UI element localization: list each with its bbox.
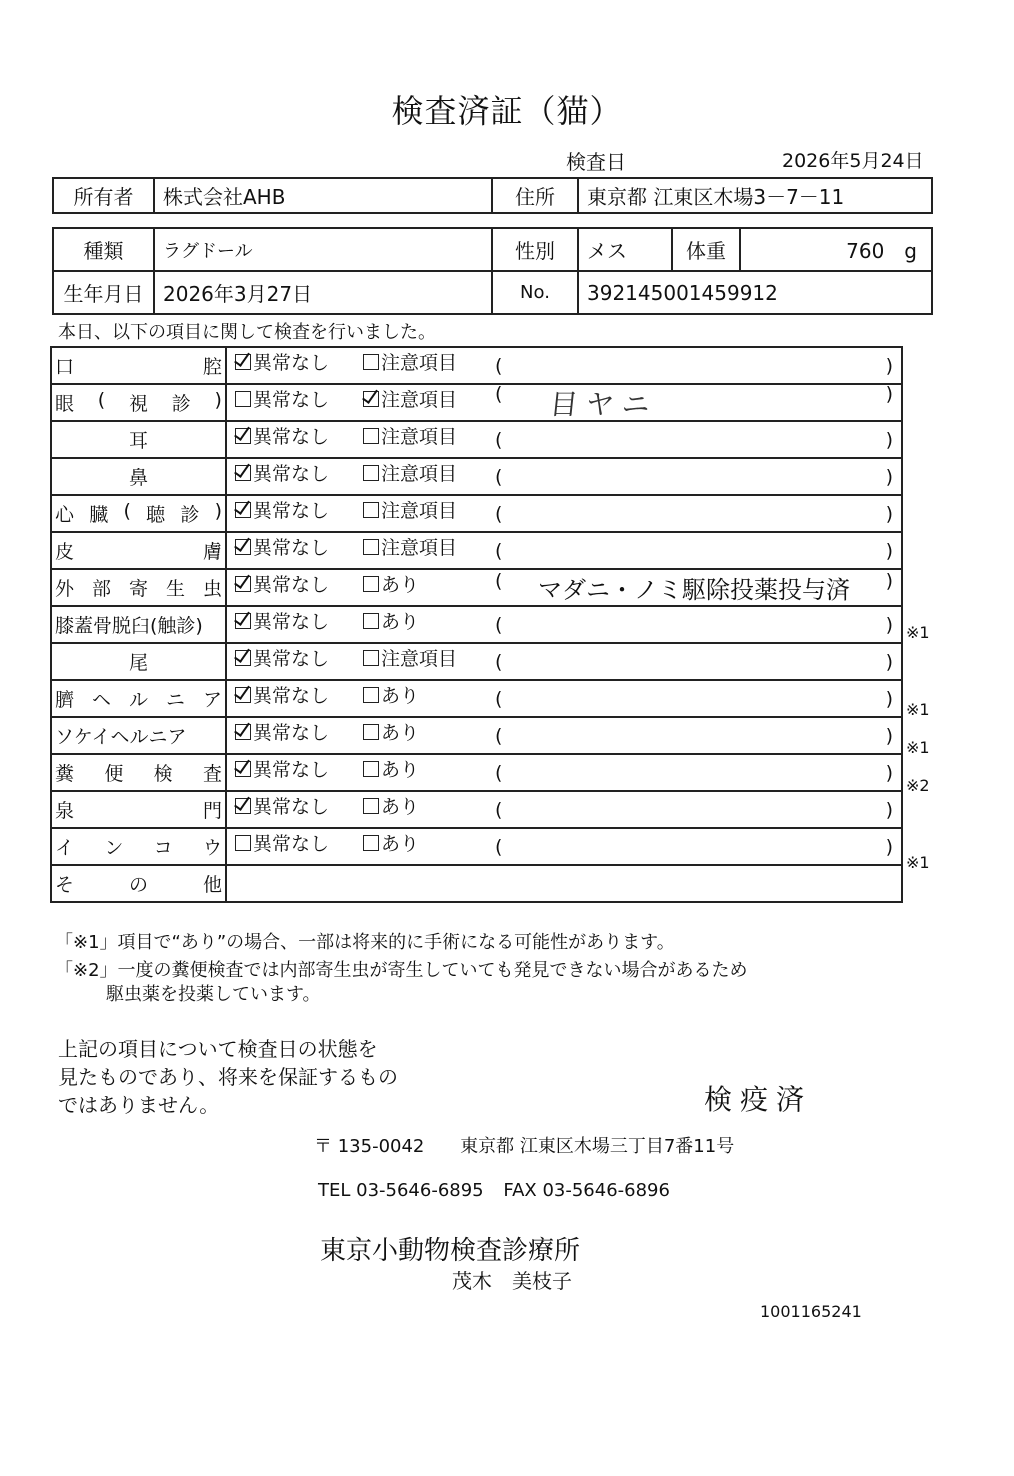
item-name — [51, 643, 226, 680]
remark-field — [495, 725, 901, 747]
option-attention[interactable] — [363, 459, 495, 494]
option-attention[interactable] — [363, 607, 495, 642]
paren-open: ( — [495, 798, 503, 821]
paren-close: ) — [885, 724, 893, 747]
option-label: 異常なし — [253, 685, 330, 707]
options-and-remark — [226, 717, 902, 754]
certificate-title: 検査済証（猫） — [391, 92, 623, 130]
remark-field — [495, 429, 901, 451]
intro-text: 本日、以下の項目に関して検査を行いました。 — [58, 322, 436, 343]
option-normal[interactable] — [227, 607, 363, 642]
item-name-part: 鼻 — [128, 467, 148, 489]
paren-open: ( — [495, 724, 503, 747]
option-normal[interactable] — [227, 533, 363, 568]
checkbox-icon[interactable] — [235, 391, 251, 407]
disclaimer — [58, 1035, 438, 1119]
paren-close: ) — [885, 835, 893, 858]
checkbox-icon[interactable] — [363, 502, 379, 518]
item-name-part: 膝蓋骨脱臼(触診) — [55, 615, 203, 637]
checkbox-icon[interactable] — [363, 650, 379, 666]
option-attention[interactable] — [363, 718, 495, 753]
paren-open: ( — [495, 687, 503, 710]
option-label: 異常なし — [253, 352, 330, 374]
option-label: あり — [381, 796, 420, 818]
item-name-part: 虫 — [202, 578, 222, 600]
option-label: 注意項目 — [381, 426, 458, 448]
item-name-part: 臍 — [55, 689, 75, 711]
item-name — [51, 717, 226, 754]
options-and-remark — [226, 606, 902, 643]
paren-close: ) — [885, 650, 893, 673]
checked-box-icon[interactable] — [235, 539, 251, 555]
option-label: あり — [381, 611, 420, 633]
footnote-marker: ※1 — [906, 738, 930, 757]
owner-value: 株式会社AHB — [154, 178, 492, 213]
owner-table — [52, 177, 933, 214]
item-name-part: ) — [214, 389, 222, 411]
option-attention[interactable] — [363, 533, 495, 568]
option-label: 異常なし — [253, 759, 330, 781]
option-attention[interactable] — [363, 755, 495, 790]
item-name-part: 診 — [180, 504, 200, 526]
item-name-part: ニ — [165, 689, 185, 711]
item-name-part: 聴 — [146, 504, 166, 526]
remark-field — [495, 355, 901, 377]
remark-field — [495, 799, 901, 821]
item-name-part: 門 — [202, 800, 222, 822]
paren-close: ) — [885, 539, 893, 562]
footnote-marker: ※2 — [906, 776, 930, 796]
fax-number: FAX 03-5646-6896 — [503, 1180, 670, 1201]
checkbox-icon[interactable] — [363, 354, 379, 370]
owner-label: 所有者 — [53, 178, 154, 213]
option-label: あり — [381, 722, 420, 744]
options-and-remark — [226, 421, 902, 458]
address-label: 住所 — [492, 178, 578, 213]
option-normal[interactable] — [227, 644, 363, 679]
sex-label: 性別 — [492, 228, 578, 271]
paren-close: ) — [885, 687, 893, 710]
item-name-part: 外 — [55, 578, 75, 600]
item-name-part: そ — [55, 874, 75, 896]
item-name-part: ヘ — [91, 689, 111, 711]
breed-value: ラグドール — [154, 228, 492, 271]
item-name — [51, 569, 226, 606]
item-name-part: 検 — [153, 763, 173, 785]
clinic-address-line — [314, 1132, 734, 1158]
checklist-row — [51, 421, 902, 458]
item-name-part: 部 — [91, 578, 111, 600]
footnote-2: 「※2」一度の糞便検査では内部寄生虫が寄生していても発見できない場合があるため — [55, 960, 748, 981]
option-normal[interactable] — [227, 829, 363, 864]
item-name-part: 査 — [202, 763, 222, 785]
options-and-remark — [226, 791, 902, 828]
item-name — [51, 791, 226, 828]
option-label: あり — [381, 759, 420, 781]
contact-line — [318, 1180, 670, 1201]
inspection-date-label: 検査日 — [566, 150, 626, 174]
option-label: 異常なし — [253, 500, 330, 522]
item-name-part: イ — [55, 837, 75, 859]
paren-open: ( — [495, 428, 503, 451]
checked-box-icon[interactable] — [235, 724, 251, 740]
checkbox-icon[interactable] — [235, 835, 251, 851]
paren-open: ( — [495, 650, 503, 673]
serial-number: 1001165241 — [760, 1302, 862, 1321]
option-attention[interactable] — [363, 348, 495, 383]
checklist-row — [51, 532, 902, 569]
option-label: 異常なし — [253, 796, 330, 818]
checked-box-icon[interactable] — [235, 687, 251, 703]
option-attention[interactable] — [363, 496, 495, 531]
address-value: 東京都 江東区木場3－7－11 — [578, 178, 932, 213]
item-name-part: ル — [128, 689, 148, 711]
remark-field — [495, 466, 901, 488]
checklist-row — [51, 606, 902, 643]
option-label: 異常なし — [253, 389, 330, 411]
option-normal[interactable] — [227, 348, 363, 383]
checklist-row — [51, 569, 902, 606]
option-normal[interactable] — [227, 385, 363, 420]
item-name-part: ) — [214, 500, 222, 522]
birth-label: 生年月日 — [53, 271, 154, 314]
weight-label: 体重 — [672, 228, 740, 271]
paren-close: ) — [885, 465, 893, 488]
options-and-remark — [226, 532, 902, 569]
remark-field — [495, 688, 901, 710]
item-name-part: 皮 — [55, 541, 75, 563]
breed-label: 種類 — [53, 228, 154, 271]
paren-close: ) — [885, 570, 893, 592]
footnote-marker: ※1 — [906, 623, 930, 643]
option-label: 注意項目 — [381, 352, 458, 374]
paren-open: ( — [495, 354, 503, 377]
item-name-part: コ — [153, 837, 173, 859]
inspection-checklist — [50, 346, 903, 903]
remark-field — [495, 614, 901, 636]
remark-field — [495, 651, 901, 673]
checklist-row — [51, 791, 902, 828]
disclaimer-line-3: ではありません。 — [58, 1093, 220, 1117]
option-label: あり — [381, 574, 420, 596]
options-and-remark — [226, 495, 902, 532]
option-label: 異常なし — [253, 426, 330, 448]
option-normal[interactable] — [227, 422, 363, 457]
option-label: 注意項目 — [381, 389, 458, 411]
paren-open: ( — [495, 570, 503, 592]
item-name-part: ソケイヘルニア — [55, 726, 187, 748]
footnote-marker: ※1 — [906, 852, 930, 872]
item-name-part: の — [128, 874, 148, 896]
item-name-part: 他 — [202, 874, 222, 896]
checklist-row — [51, 680, 902, 717]
option-normal[interactable] — [227, 681, 363, 716]
animal-table — [52, 227, 933, 315]
paren-open: ( — [495, 761, 503, 784]
tel-number: TEL 03-5646-6895 — [318, 1180, 484, 1201]
item-name-part: ン — [104, 837, 124, 859]
option-attention[interactable] — [363, 829, 495, 864]
item-name-part: ( — [97, 389, 106, 411]
remark-field — [495, 570, 901, 605]
item-name-part: 眼 — [55, 393, 75, 415]
item-name-part: 尾 — [128, 652, 148, 674]
item-name-part: 腔 — [202, 356, 222, 378]
options-and-remark — [226, 569, 902, 606]
item-name-part: 診 — [171, 393, 191, 415]
inspection-date: 2026年5月24日 — [782, 150, 924, 172]
birth-value: 2026年3月27日 — [154, 271, 492, 314]
weight-value: 760 g — [740, 228, 932, 271]
item-name-part: 便 — [104, 763, 124, 785]
item-name — [51, 347, 226, 384]
item-name-part: 泉 — [55, 800, 75, 822]
checkbox-icon[interactable] — [363, 835, 379, 851]
option-label: あり — [381, 685, 420, 707]
item-name-part: 生 — [165, 578, 185, 600]
paren-open: ( — [495, 613, 503, 636]
checkbox-icon[interactable] — [363, 613, 379, 629]
option-attention[interactable] — [363, 644, 495, 679]
checklist-row — [51, 384, 902, 421]
checklist-row — [51, 754, 902, 791]
postal-code: 〒 135-0042 — [314, 1136, 425, 1157]
no-label: No. — [492, 271, 578, 314]
doctor-name: 茂木 美枝子 — [452, 1269, 572, 1293]
item-name-part: ( — [123, 500, 131, 522]
checklist-row — [51, 828, 902, 865]
disclaimer-line-1: 上記の項目について検査日の状態を — [58, 1037, 378, 1061]
checkbox-icon[interactable] — [363, 724, 379, 740]
option-normal[interactable] — [227, 570, 363, 605]
footnote-2-cont: 駆虫薬を投薬しています。 — [106, 984, 321, 1005]
option-normal[interactable] — [227, 496, 363, 531]
option-label: 異常なし — [253, 722, 330, 744]
checklist-row — [51, 495, 902, 532]
option-normal[interactable] — [227, 792, 363, 827]
paren-close: ) — [885, 428, 893, 451]
item-name — [51, 421, 226, 458]
item-name — [51, 458, 226, 495]
item-name-part: 視 — [128, 393, 148, 415]
checked-box-icon[interactable] — [235, 650, 251, 666]
item-name-part: 糞 — [55, 763, 75, 785]
option-label: 異常なし — [253, 537, 330, 559]
checkbox-icon[interactable] — [363, 798, 379, 814]
no-value: 392145001459912 — [578, 271, 932, 314]
paren-close: ) — [885, 382, 893, 405]
option-normal[interactable] — [227, 459, 363, 494]
checkbox-icon[interactable] — [363, 761, 379, 777]
checked-box-icon[interactable] — [235, 428, 251, 444]
options-and-remark — [226, 347, 902, 384]
checkbox-icon[interactable] — [363, 465, 379, 481]
footnote-marker: ※1 — [906, 699, 930, 719]
option-label: 異常なし — [253, 574, 330, 596]
item-name-part: ア — [202, 689, 222, 711]
checklist-row — [51, 347, 902, 384]
inspected-stamp: 検疫済 — [704, 1083, 813, 1116]
remark-field — [495, 540, 901, 562]
item-name-part: 口 — [55, 356, 75, 378]
checklist-row — [51, 717, 902, 754]
option-label: あり — [381, 833, 420, 855]
paren-close: ) — [885, 761, 893, 784]
checked-box-icon[interactable] — [235, 576, 251, 592]
footnote-1: 「※1」項目で“あり”の場合、一部は将来的に手術になる可能性があります。 — [55, 932, 675, 953]
remark-field — [495, 383, 901, 423]
options-and-remark — [226, 384, 902, 421]
option-label: 異常なし — [253, 648, 330, 670]
item-name — [51, 495, 226, 532]
option-label: 注意項目 — [381, 537, 458, 559]
remark-field — [495, 503, 901, 525]
item-name — [51, 680, 226, 717]
checked-box-icon[interactable] — [235, 798, 251, 814]
item-name-part: 耳 — [128, 430, 148, 452]
paren-open: ( — [495, 465, 503, 488]
item-name-part: 臓 — [89, 504, 109, 526]
item-name — [51, 865, 226, 902]
item-name — [51, 828, 226, 865]
options-and-remark — [226, 680, 902, 717]
paren-close: ) — [885, 354, 893, 377]
paren-open: ( — [495, 835, 503, 858]
options-and-remark — [226, 828, 902, 865]
option-attention[interactable] — [363, 385, 495, 420]
other-field[interactable] — [226, 865, 902, 902]
paren-close: ) — [885, 798, 893, 821]
checklist-row-other — [51, 865, 902, 902]
item-name — [51, 606, 226, 643]
option-label: 異常なし — [253, 463, 330, 485]
paren-close: ) — [885, 613, 893, 636]
item-name-part: ウ — [202, 837, 222, 859]
item-name — [51, 754, 226, 791]
option-attention[interactable] — [363, 570, 495, 605]
item-name-part: 膚 — [202, 541, 222, 563]
sex-value: メス — [578, 228, 672, 271]
remark-text: マダニ・ノミ駆除投薬投与済 — [538, 576, 850, 604]
option-normal[interactable] — [227, 718, 363, 753]
checked-box-icon[interactable] — [235, 613, 251, 629]
remark-field — [495, 762, 901, 784]
clinic-address: 東京都 江東区木場三丁目7番11号 — [460, 1136, 735, 1157]
paren-close: ) — [885, 502, 893, 525]
option-attention[interactable] — [363, 792, 495, 827]
paren-open: ( — [495, 539, 503, 562]
checked-box-icon[interactable] — [235, 761, 251, 777]
checkbox-icon[interactable] — [363, 687, 379, 703]
disclaimer-line-2: 見たものであり、将来を保証するもの — [58, 1065, 398, 1089]
checkbox-icon[interactable] — [363, 428, 379, 444]
paren-open: ( — [495, 502, 503, 525]
paren-open: ( — [495, 382, 503, 405]
options-and-remark — [226, 754, 902, 791]
item-name — [51, 384, 226, 421]
checklist-row — [51, 458, 902, 495]
checkbox-icon[interactable] — [363, 539, 379, 555]
item-name-part: 心 — [55, 504, 75, 526]
remark-field — [495, 836, 901, 858]
option-label: 注意項目 — [381, 500, 458, 522]
item-name — [51, 532, 226, 569]
option-attention[interactable] — [363, 422, 495, 457]
option-normal[interactable] — [227, 755, 363, 790]
checked-box-icon[interactable] — [235, 354, 251, 370]
checked-box-icon[interactable] — [235, 502, 251, 518]
checked-box-icon[interactable] — [235, 465, 251, 481]
option-label: 異常なし — [253, 833, 330, 855]
option-label: 注意項目 — [381, 648, 458, 670]
options-and-remark — [226, 458, 902, 495]
option-label: 異常なし — [253, 611, 330, 633]
clinic-name: 東京小動物検査診療所 — [320, 1236, 581, 1266]
item-name-part: 寄 — [128, 578, 148, 600]
option-label: 注意項目 — [381, 463, 458, 485]
checked-box-icon[interactable] — [363, 391, 379, 407]
remark-text: 目ヤニ — [548, 387, 660, 421]
option-attention[interactable] — [363, 681, 495, 716]
checkbox-icon[interactable] — [363, 576, 379, 592]
checklist-row — [51, 643, 902, 680]
options-and-remark — [226, 643, 902, 680]
